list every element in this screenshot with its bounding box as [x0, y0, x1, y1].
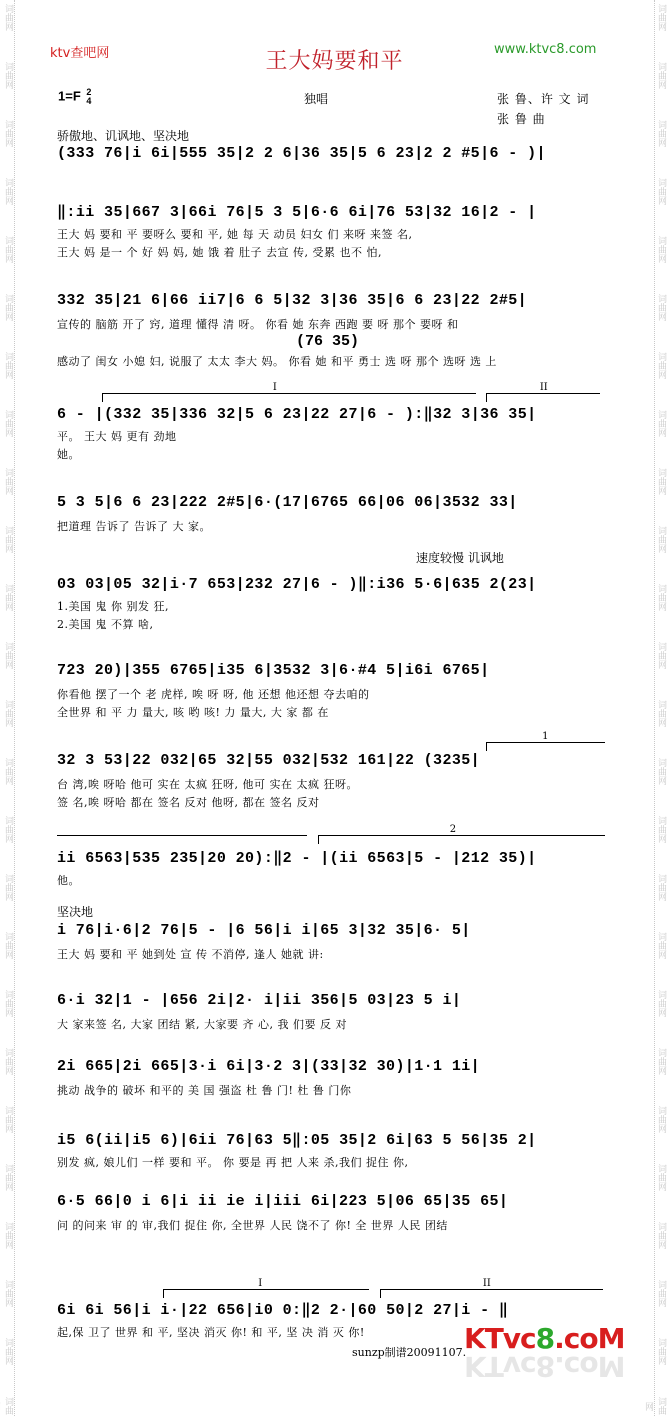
- logo-reflection: [464, 1350, 624, 1383]
- watermark-text: 词曲网: [3, 1164, 13, 1191]
- lyric-line: 挑动 战争的 破坏 和平的 美 国 强盗 杜 鲁 门! 杜 鲁 门你: [57, 1084, 352, 1097]
- logo-tail: .coM: [554, 1350, 625, 1383]
- lyric-line: 感动了 闺女 小媳 妇, 说服了 太太 李大 妈。 你看 她 和平 勇士 选 呀 那个 选呀 选 上: [57, 355, 497, 368]
- expression-mark-3: 坚决地: [57, 905, 94, 919]
- watermark-text: 词曲网: [3, 1222, 13, 1249]
- expression-mark-1: 骄傲地、讥讽地、坚决地: [57, 129, 190, 143]
- watermark-text: 词曲网: [656, 932, 666, 959]
- lyric-line: 问 的问来 审 的 审,我们 捉住 你, 全世界 人民 饶不了 你! 全 世界 人民 团结: [57, 1219, 448, 1232]
- watermark-text: 词曲网: [3, 990, 13, 1017]
- watermark-text: 词曲网: [3, 1048, 13, 1075]
- watermark-text: 词曲网: [3, 642, 13, 669]
- site-url-right[interactable]: www.ktvc8.com: [494, 42, 597, 57]
- watermark-text: 词曲网: [656, 1338, 666, 1365]
- time-denominator: 4: [86, 96, 92, 106]
- score-line: 6·5 66|0 i 6|i ii ie i|iii 6i|223 5|06 65|35 65|: [57, 1193, 509, 1210]
- watermark-text: 词曲网: [3, 62, 13, 89]
- volta-bracket: [380, 1278, 603, 1298]
- lyric-line: 王大 妈 是一 个 好 妈 妈, 她 饿 着 肚子 去宣 传, 受累 也不 怕,: [57, 246, 382, 259]
- lyric-line: 平。 王大 妈 更有 劲地: [57, 430, 177, 443]
- volta-label: II: [539, 382, 548, 393]
- watermark-text: 词曲网: [3, 874, 13, 901]
- score-line: 723 20)|355 6765|i35 6|3532 3|6·#4 5|i6i 6765|: [57, 662, 490, 679]
- site-name-left[interactable]: ktv查吧网: [50, 46, 110, 61]
- lyric-line: 大 家来签 名, 大家 团结 紧, 大家要 齐 心, 我 们要 反 对: [57, 1018, 347, 1031]
- lyric-line: 签 名,唉 呀哈 都在 签名 反对 他呀, 都在 签名 反对: [57, 796, 320, 809]
- logo-accent: 8: [535, 1350, 555, 1383]
- lyric-line: 台 湾,唉 呀哈 他可 实在 太疯 狂呀, 他可 实在 太疯 狂呀。: [57, 778, 358, 791]
- logo-text: KTvc: [464, 1350, 536, 1383]
- lyricist-credit: 张 鲁、许 文 词: [497, 92, 590, 106]
- watermark-text: 词曲网: [3, 1280, 13, 1307]
- key-text: 1=F: [58, 88, 81, 104]
- watermark-text: 词曲网: [656, 1106, 666, 1133]
- lyric-line: 王大 妈 要和 平 要呀么 要和 平, 她 每 天 动员 妇女 们 来呀 来签 名,: [57, 228, 413, 241]
- performance-type: 独唱: [304, 92, 329, 106]
- lyric-line: 宣传的 脑筋 开了 窍, 道理 懂得 清 呀。 你看 她 东奔 西跑 要 呀 那个 要呀 和: [57, 318, 459, 331]
- score-line: 6i 6i 56|i i·|22 656|i0 0:‖2 2·|60 50|2 27|i - ‖: [57, 1302, 509, 1319]
- volta-label: 1: [542, 731, 549, 742]
- score-line: 32 3 53|22 032|65 32|55 032|532 161|22 (3235|: [57, 752, 481, 769]
- lyric-line: 起,保 卫了 世界 和 平, 坚决 消灭 你! 和 平, 坚 决 消 灭 你!: [57, 1326, 365, 1339]
- score-line: ‖:ii 35|667 3|66i 76|5 3 5|6·6 6i|76 53|32 16|2 - |: [57, 204, 537, 221]
- watermark-text: 词曲网: [3, 410, 13, 437]
- score-line: 2i 665|2i 665|3·i 6i|3·2 3|(33|32 30)|1·1 1i|: [57, 1058, 481, 1075]
- watermark-text: 词曲网: [3, 294, 13, 321]
- score-line: (333 76|i 6i|555 35|2 2 6|36 35|5 6 23|2 2 #5|6 - )|: [57, 145, 546, 162]
- watermark-text: 词曲网: [656, 642, 666, 669]
- watermark-text: 词曲网: [3, 468, 13, 495]
- watermark-text: 词曲网: [656, 62, 666, 89]
- watermark-text: 词曲网: [656, 758, 666, 785]
- watermark-text: 词曲网: [656, 352, 666, 379]
- watermark-text: 词曲网: [3, 758, 13, 785]
- watermark-text: 词曲网: [656, 1048, 666, 1075]
- logo-tail: .coM: [554, 1322, 625, 1355]
- watermark-text: 词曲网: [3, 120, 13, 147]
- watermark-text: 词曲网: [656, 468, 666, 495]
- watermark-text: 词曲网: [656, 4, 666, 31]
- watermark-text: 词曲网: [656, 526, 666, 553]
- volta-bracket: [486, 382, 600, 402]
- watermark-text: 词曲网: [656, 700, 666, 727]
- watermark-text: 词曲网: [3, 352, 13, 379]
- volta-label: I: [258, 1278, 263, 1289]
- watermark-text: 词曲网: [656, 1280, 666, 1307]
- logo-accent: 8: [535, 1322, 555, 1355]
- lyric-line: 别发 疯, 娘儿们 一样 要和 平。 你 要是 再 把 人来 杀,我们 捉住 你,: [57, 1156, 409, 1169]
- watermark-text: 词曲网: [656, 120, 666, 147]
- lyric-line: 全世界 和 平 力 量大, 咳 哟 咳! 力 量大, 大 家 都 在: [57, 706, 329, 719]
- page-title: 王大妈要和平: [265, 49, 404, 74]
- lyric-line: 1.美国 鬼 你 别发 狂,: [57, 600, 169, 613]
- score-line: i5 6(ii|i5 6)|6ii 76|63 5‖:05 35|2 6i|63 5 56|35 2|: [57, 1132, 537, 1149]
- lyric-line: 她。: [57, 448, 80, 461]
- watermark-text: 词曲网: [656, 1164, 666, 1191]
- expression-mark-2: 速度较慢 讥讽地: [416, 551, 504, 565]
- score-extra-notes: (76 35): [296, 333, 360, 350]
- watermark-text: 词曲网: [3, 526, 13, 553]
- watermark-text: 词曲网: [656, 584, 666, 611]
- composer-credit: 张 鲁 曲: [497, 112, 546, 126]
- score-line: ii 6563|535 235|20 20):‖2 - |(ii 6563|5 - |212 35)|: [57, 850, 537, 867]
- watermark-text: 词曲网: [3, 178, 13, 205]
- watermark-text: 词曲网: [3, 932, 13, 959]
- watermark-text: 词曲网: [3, 816, 13, 843]
- watermark-text: 词曲网: [656, 178, 666, 205]
- watermark-text: 词曲网: [656, 1222, 666, 1249]
- volta-bracket: [163, 1278, 369, 1298]
- watermark-text: 词曲网: [656, 874, 666, 901]
- score-line: 03 03|05 32|i·7 653|232 27|6 - )‖:i36 5·6|635 2(23|: [57, 576, 537, 593]
- score-line: 332 35|21 6|66 ii7|6 6 5|32 3|36 35|6 6 23|22 2#5|: [57, 292, 528, 309]
- volta-bracket: [57, 835, 307, 844]
- watermark-text: 词曲网: [656, 410, 666, 437]
- lyric-line: 他。: [57, 874, 80, 887]
- watermark-text: 词曲网: [656, 294, 666, 321]
- lyric-line: 你看他 摆了一个 老 虎样, 唉 呀 呀, 他 还想 他还想 夺去咱的: [57, 688, 370, 701]
- watermark-text: 词曲网: [3, 1106, 13, 1133]
- volta-bracket: [102, 382, 476, 402]
- watermark-text: 词曲网: [3, 584, 13, 611]
- watermark-text: 词曲网: [3, 1338, 13, 1365]
- volta-label: II: [482, 1278, 491, 1289]
- score-line: 5 3 5|6 6 23|222 2#5|6·(17|6765 66|06 06|3532 33|: [57, 494, 518, 511]
- score-line: 6·i 32|1 - |656 2i|2· i|ii 356|5 03|23 5 i|: [57, 992, 462, 1009]
- lyric-line: 2.美国 鬼 不算 啥,: [57, 618, 154, 631]
- key-signature: [58, 88, 91, 106]
- watermark-text: 词曲网: [3, 700, 13, 727]
- watermark-text: 词曲网: [656, 816, 666, 843]
- time-numerator: 2: [86, 87, 92, 97]
- transcriber-credit: sunzp制谱20091107.: [352, 1346, 467, 1359]
- score-line: i 76|i·6|2 76|5 - |6 56|i i|65 3|32 35|6· 5|: [57, 922, 471, 939]
- lyric-line: 王大 妈 要和 平 她到处 宣 传 不消停, 逢人 她就 讲:: [57, 948, 324, 961]
- volta-label: 2: [449, 824, 457, 835]
- watermark-text: 词曲网: [3, 4, 13, 31]
- score-line: 6 - |(332 35|336 32|5 6 23|22 27|6 - ):‖32 3|36 35|: [57, 406, 537, 423]
- watermark-text: 词曲网: [656, 236, 666, 263]
- volta-bracket: [318, 824, 605, 844]
- volta-bracket: [486, 731, 605, 751]
- lyric-line: 把道理 告诉了 告诉了 大 家。: [57, 520, 211, 533]
- watermark-text: 词曲: [3, 1397, 13, 1415]
- watermark-text: 词曲网: [656, 990, 666, 1017]
- watermark-text: 词曲网: [3, 236, 13, 263]
- logo-text: KTvc: [464, 1322, 536, 1355]
- time-signature: [86, 88, 91, 106]
- volta-label: I: [272, 382, 277, 393]
- watermark-text: 词曲网: [643, 1397, 666, 1415]
